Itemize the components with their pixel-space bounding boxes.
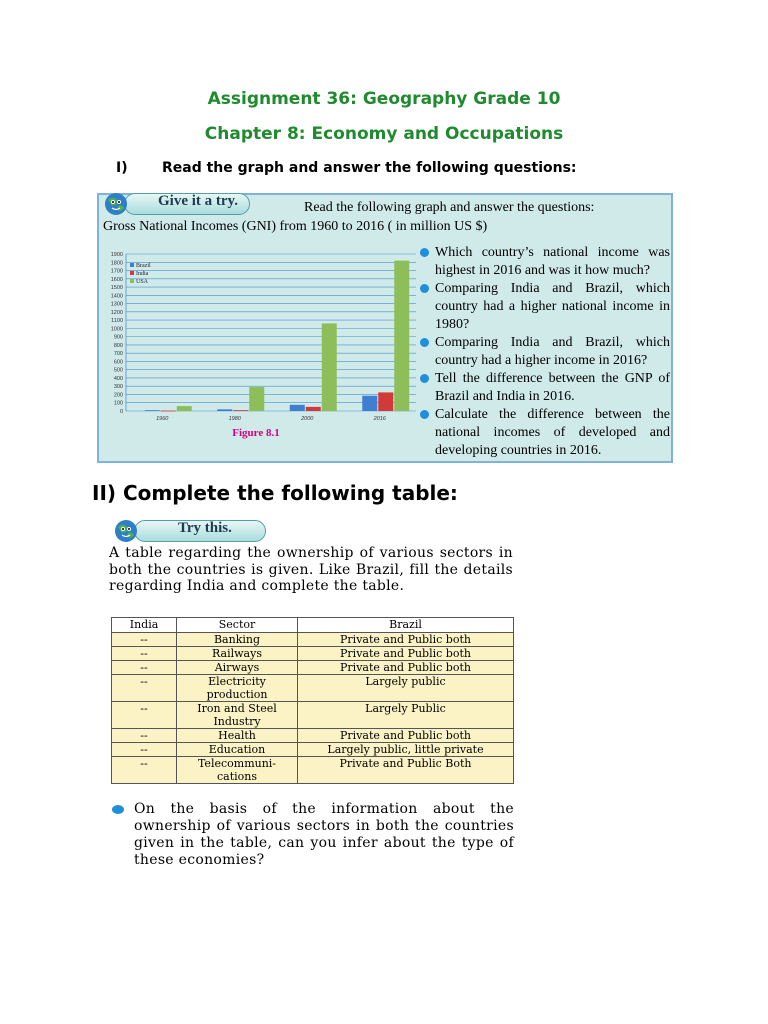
x-tick-label: 2000	[301, 416, 314, 422]
india-cell: --	[112, 743, 177, 757]
y-tick-label: 400	[113, 375, 123, 382]
try-this-badge	[112, 517, 272, 545]
india-cell: --	[112, 757, 177, 784]
legend-label: USA	[136, 279, 149, 285]
bar-usa	[177, 406, 192, 411]
question-item: Comparing India and Brazil, which country had a higher national income in 1980?	[420, 280, 670, 334]
table-row	[112, 702, 514, 729]
bullet-icon	[112, 805, 124, 814]
bullet-icon	[420, 284, 429, 293]
brazil-cell: Largely Public	[298, 702, 514, 729]
y-tick-label: 100	[113, 400, 123, 407]
chapter-title: Chapter 8: Economy and Occupations	[204, 124, 564, 144]
table-row	[112, 757, 514, 784]
india-cell: --	[112, 633, 177, 647]
brazil-cell: Private and Public both	[298, 661, 514, 675]
y-tick-label: 800	[113, 342, 123, 349]
y-tick-label: 1000	[110, 326, 123, 333]
legend-label: India	[136, 271, 149, 277]
legend-swatch	[130, 279, 134, 283]
table-row	[112, 647, 514, 661]
sector-cell: Banking	[177, 633, 298, 647]
sector-cell: Telecommuni-cations	[177, 757, 298, 784]
bar-india	[233, 410, 248, 411]
bar-brazil	[145, 410, 160, 411]
gni-bar-chart	[102, 246, 420, 424]
y-tick-label: 900	[113, 334, 123, 341]
chart-title: Gross National Incomes (GNI) from 1960 to 2016 ( in million US $)	[103, 219, 488, 234]
table-row	[112, 729, 514, 743]
india-cell: --	[112, 661, 177, 675]
india-cell: --	[112, 675, 177, 702]
question-item: Which country’s national income was highest in 2016 and was it how much?	[420, 244, 670, 280]
header-sector: Sector	[177, 618, 298, 633]
give-it-a-try-badge	[102, 190, 252, 218]
brazil-cell: Private and Public both	[298, 729, 514, 743]
y-tick-label: 1100	[111, 318, 123, 325]
x-tick-label: 1960	[156, 416, 169, 422]
section1-number: I)	[116, 160, 128, 176]
sector-cell: Airways	[177, 661, 298, 675]
bar-brazil	[290, 405, 305, 411]
y-tick-label: 1700	[110, 268, 123, 275]
figure-instruction: Read the following graph and answer the questions:	[304, 200, 595, 215]
bar-india	[161, 411, 176, 412]
bar-usa	[394, 261, 409, 411]
brazil-cell: Private and Public Both	[298, 757, 514, 784]
globe-mascot-icon	[102, 190, 132, 218]
y-tick-label: 1200	[110, 309, 123, 316]
bar-usa	[322, 323, 337, 411]
y-tick-label: 300	[113, 384, 123, 391]
table-header-row	[112, 618, 514, 633]
table-body	[112, 633, 514, 784]
brazil-cell: Private and Public both	[298, 647, 514, 661]
brazil-cell: Largely public	[298, 675, 514, 702]
page-title: Assignment 36: Geography Grade 10	[207, 89, 561, 109]
x-tick-label: 2016	[373, 416, 386, 422]
table-intro: A table regarding the ownership of various sectors in both the countries is given. Like Brazil, fill the details regarding India and complete the table.	[109, 545, 513, 594]
sector-cell: Iron and Steel Industry	[177, 702, 298, 729]
table-row	[112, 633, 514, 647]
inference-text: On the basis of the information about the ownership of various sectors in both the countries given in the table, can you infer about the type of these economies?	[134, 801, 514, 868]
sector-cell: Health	[177, 729, 298, 743]
x-tick-label: 1980	[228, 416, 241, 422]
y-tick-label: 1300	[110, 301, 123, 308]
header-india: India	[112, 618, 177, 633]
table-row	[112, 661, 514, 675]
question-item: Comparing India and Brazil, which country had a higher income in 2016?	[420, 334, 670, 370]
bar-brazil	[217, 409, 232, 411]
bar-india	[378, 392, 393, 411]
bullet-icon	[420, 338, 429, 347]
bar-brazil	[362, 396, 377, 411]
y-tick-label: 1600	[110, 276, 123, 283]
india-cell: --	[112, 647, 177, 661]
y-tick-label: 700	[113, 351, 123, 358]
table-row	[112, 675, 514, 702]
bullet-icon	[420, 248, 429, 257]
y-tick-label: 1900	[110, 252, 123, 258]
india-cell: --	[112, 729, 177, 743]
y-tick-label: 200	[113, 392, 123, 399]
legend-label: Brazil	[136, 263, 151, 269]
question-item: Tell the difference between the GNP of Brazil and India in 2016.	[420, 370, 670, 406]
question-item: Calculate the difference between the national incomes of developed and developing countries in 2016.	[420, 406, 670, 460]
legend-swatch	[130, 271, 134, 275]
legend-swatch	[130, 263, 134, 267]
y-tick-label: 1400	[110, 293, 123, 300]
bullet-icon	[420, 410, 429, 419]
section2-heading: II) Complete the following table:	[92, 481, 458, 505]
y-tick-label: 1800	[110, 260, 123, 267]
badge-label: Try this.	[178, 520, 232, 536]
globe-mascot-icon	[112, 517, 142, 545]
y-tick-label: 1500	[110, 285, 123, 292]
y-tick-label: 0	[119, 409, 123, 415]
y-tick-label: 500	[113, 367, 123, 374]
brazil-cell: Largely public, little private	[298, 743, 514, 757]
bar-india	[306, 407, 321, 411]
brazil-cell: Private and Public both	[298, 633, 514, 647]
sector-cell: Education	[177, 743, 298, 757]
header-brazil: Brazil	[298, 618, 514, 633]
badge-label: Give it a try.	[158, 193, 238, 209]
y-tick-label: 600	[113, 359, 123, 366]
sector-cell: Railways	[177, 647, 298, 661]
bar-usa	[249, 387, 264, 411]
bullet-icon	[420, 374, 429, 383]
section1-instruction: Read the graph and answer the following questions:	[162, 160, 577, 176]
india-cell: --	[112, 702, 177, 729]
ownership-table	[111, 617, 514, 784]
table-row	[112, 743, 514, 757]
sector-cell: Electricity production	[177, 675, 298, 702]
question-list	[420, 244, 670, 460]
figure-label: Figure 8.1	[232, 427, 280, 439]
